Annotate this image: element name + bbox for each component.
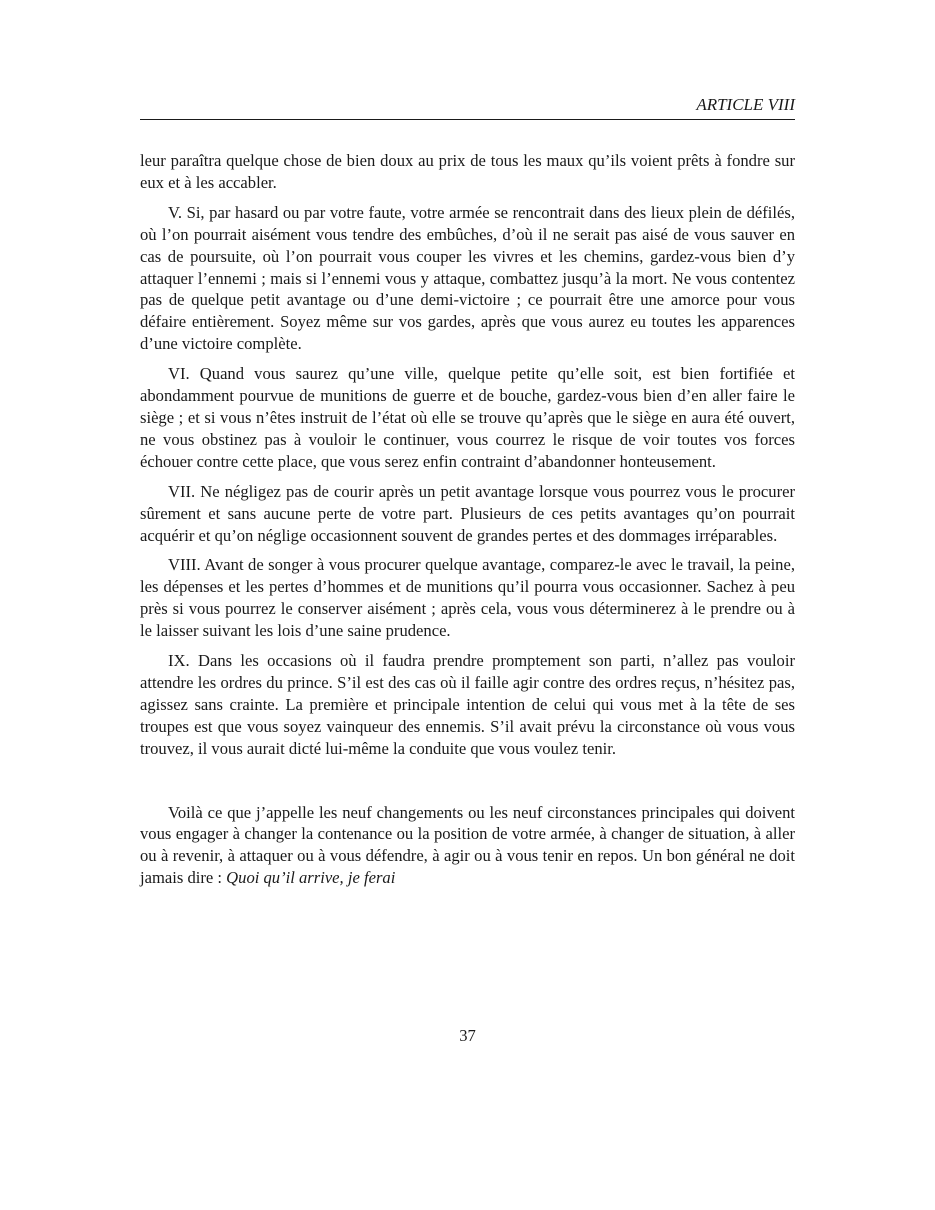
paragraph-article-viii: VIII. Avant de songer à vous procurer quelque avantage, comparez-le avec le travail, la peine, les dépenses et les pertes d’hommes et de munitions qu’il pourra vous occasionner. Sachez à peu près si vous pourrez le conserver aisément ; après cela, vous vous déterminerez à le prendre ou à le laisser suivant les lois d’une saine prudence. [140,555,795,641]
header-rule [140,119,795,120]
paragraph-article-vi: VI. Quand vous saurez qu’une ville, quelque petite qu’elle soit, est bien fortifiée et abondamment pourvue de munitions de guerre et de bouche, gardez-vous bien d’en aller faire le siège ; et si vous n’êtes instruit de l’état où elle se trouve qu’après que le siège en aura été ouvert, ne vous obstinez pas à vouloir le continuer, vous courrez le risque de voir toutes vos forces échouer contre cette place, que vous serez enfin contraint d’abandonner honteusement. [140,364,795,471]
conclusion-italic-quote: Quoi qu’il arrive, je ferai [226,868,396,888]
page-number: 37 [459,1026,476,1045]
conclusion-text: Voilà ce que j’appelle les neuf changements ou les neuf circonstances principales qui doivent vous engager à changer la contenance ou la position de votre armée, à changer de situation, à aller ou à revenir, à attaquer ou à vous défendre, à agir ou à vous tenir en repos. Un bon général ne doit jamais dire : [140,802,795,888]
body-text [140,150,795,897]
paragraph-article-vii: VII. Ne négligez pas de courir après un petit avantage lorsque vous pourrez vous le procurer sûrement et sans aucune perte de votre part. Plusieurs de ces petits avantages qu’on pourrait acquérir et qu’on néglige occasionnent souvent de grandes pertes et des dommages irréparables. [140,481,795,545]
paragraph-article-v: V. Si, par hasard ou par votre faute, votre armée se rencontrait dans des lieux plein de défilés, où l’on pourrait aisément vous tendre des embûches, d’où il ne serait pas aisé de vous sauver en cas de poursuite, où l’on pourrait vous couper les vivres et les chemins, gardez-vous bien d’y attaquer l’ennemi ; mais si l’ennemi vous y attaque, combattez jusqu’à la mort. Ne vous contentez pas de quelque petit avantage ou d’une demi-victoire ; ce pourrait être une amorce pour vous défaire entièrement. Soyez même sur vos gardes, après que vous aurez eu toutes les apparences d’une victoire complète. [140,202,795,354]
paragraph-article-ix: IX. Dans les occasions où il faudra prendre promptement son parti, n’allez pas vouloir attendre les ordres du prince. S’il est des cas où il faille agir contre des ordres reçus, n’hésitez pas, agissez sans crainte. La première et principale intention de celui qui vous met à la tête de ses troupes est que vous soyez vainqueur des ennemis. S’il avait prévu la circonstance où vous vous trouvez, il vous aurait dicté lui-même la conduite que vous voulez tenir. [140,651,795,758]
paragraph-continuation: leur paraîtra quelque chose de bien doux au prix de tous les maux qu’ils voient prêts à fondre sur eux et à les accabler. [140,151,795,192]
running-header: ARTICLE VIII [696,95,795,114]
paragraph-conclusion [140,802,795,890]
